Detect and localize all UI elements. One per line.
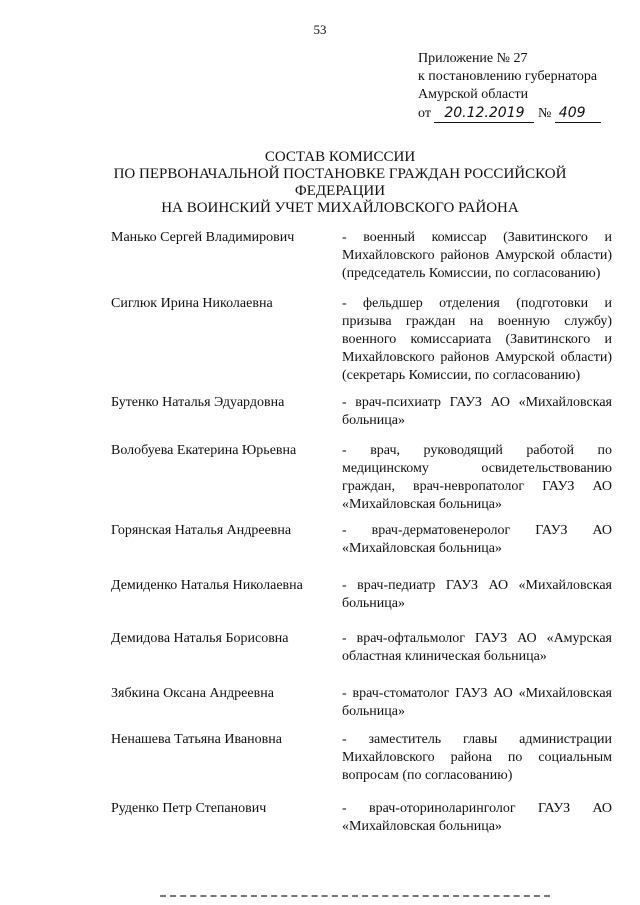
member-name: Ненашева Татьяна Ивановна (111, 732, 282, 747)
scan-edge-artifact (160, 895, 550, 901)
page-number: 53 (313, 22, 327, 37)
member-name: Бутенко Наталья Эдуардовна (111, 395, 285, 410)
member-name: Демидова Наталья Борисовна (111, 631, 289, 646)
member-role: - военный комиссар (Завитинского и Михайловского районов Амурской области) (председатель Комиссии, по согласованию) (342, 230, 612, 281)
document-title (80, 149, 600, 217)
member-role: - заместитель главы администрации Михайловского района по социальным вопросам (по согласованию) (342, 732, 612, 783)
member-name: Руденко Петр Степанович (111, 801, 267, 816)
member-role: - фельдшер отделения (подготовки и призыва граждан на военную службу) военного комиссариата (Завитинского и Михайловского районов Амурской области) (секретарь Комиссии, по согласованию) (342, 296, 612, 383)
appendix-title: Приложение № 27 (418, 51, 528, 66)
member-role: - врач-оториноларинголог ГАУЗ АО «Михайловская больница» (342, 801, 612, 834)
appendix-date-line (418, 104, 601, 123)
handwritten-date: 20.12.2019 (434, 104, 534, 123)
appendix-block (418, 50, 601, 123)
member-name: Сиглюк Ирина Николаевна (111, 296, 273, 311)
member-name: Горянская Наталья Андреевна (111, 523, 292, 538)
member-role: - врач-дерматовенеролог ГАУЗ АО «Михайловская больница» (342, 523, 612, 556)
member-role: - врач-психиатр ГАУЗ АО «Михайловская больница» (342, 395, 612, 428)
title-line-3: НА ВОИНСКИЙ УЧЕТ МИХАЙЛОВСКОГО РАЙОНА (161, 200, 519, 216)
appendix-reference: к постановлению губернатора (418, 69, 598, 84)
member-role: - врач, руководящий работой по медицинскому освидетельствованию граждан, врач-невропатолог ГАУЗ АО «Михайловская больница» (342, 443, 612, 512)
member-name: Зябкина Оксана Андреевна (111, 686, 274, 701)
member-name: Манько Сергей Владимирович (111, 230, 295, 245)
member-role: - врач-педиатр ГАУЗ АО «Михайловская больница» (342, 578, 612, 611)
title-line-2: ПО ПЕРВОНАЧАЛЬНОЙ ПОСТАНОВКЕ ГРАЖДАН РОССИЙСКОЙ ФЕДЕРАЦИИ (113, 166, 567, 199)
from-label: от (418, 106, 431, 121)
number-label: № (537, 106, 552, 121)
member-name: Демиденко Наталья Николаевна (111, 578, 303, 593)
member-role: - врач-офтальмолог ГАУЗ АО «Амурская областная клиническая больница» (342, 631, 612, 664)
member-role: - врач-стоматолог ГАУЗ АО «Михайловская больница» (342, 686, 612, 719)
title-line-1: СОСТАВ КОМИССИИ (264, 149, 416, 165)
member-name: Волобуева Екатерина Юрьевна (111, 443, 297, 458)
appendix-region: Амурской области (418, 87, 529, 102)
handwritten-number: 409 (555, 104, 601, 123)
